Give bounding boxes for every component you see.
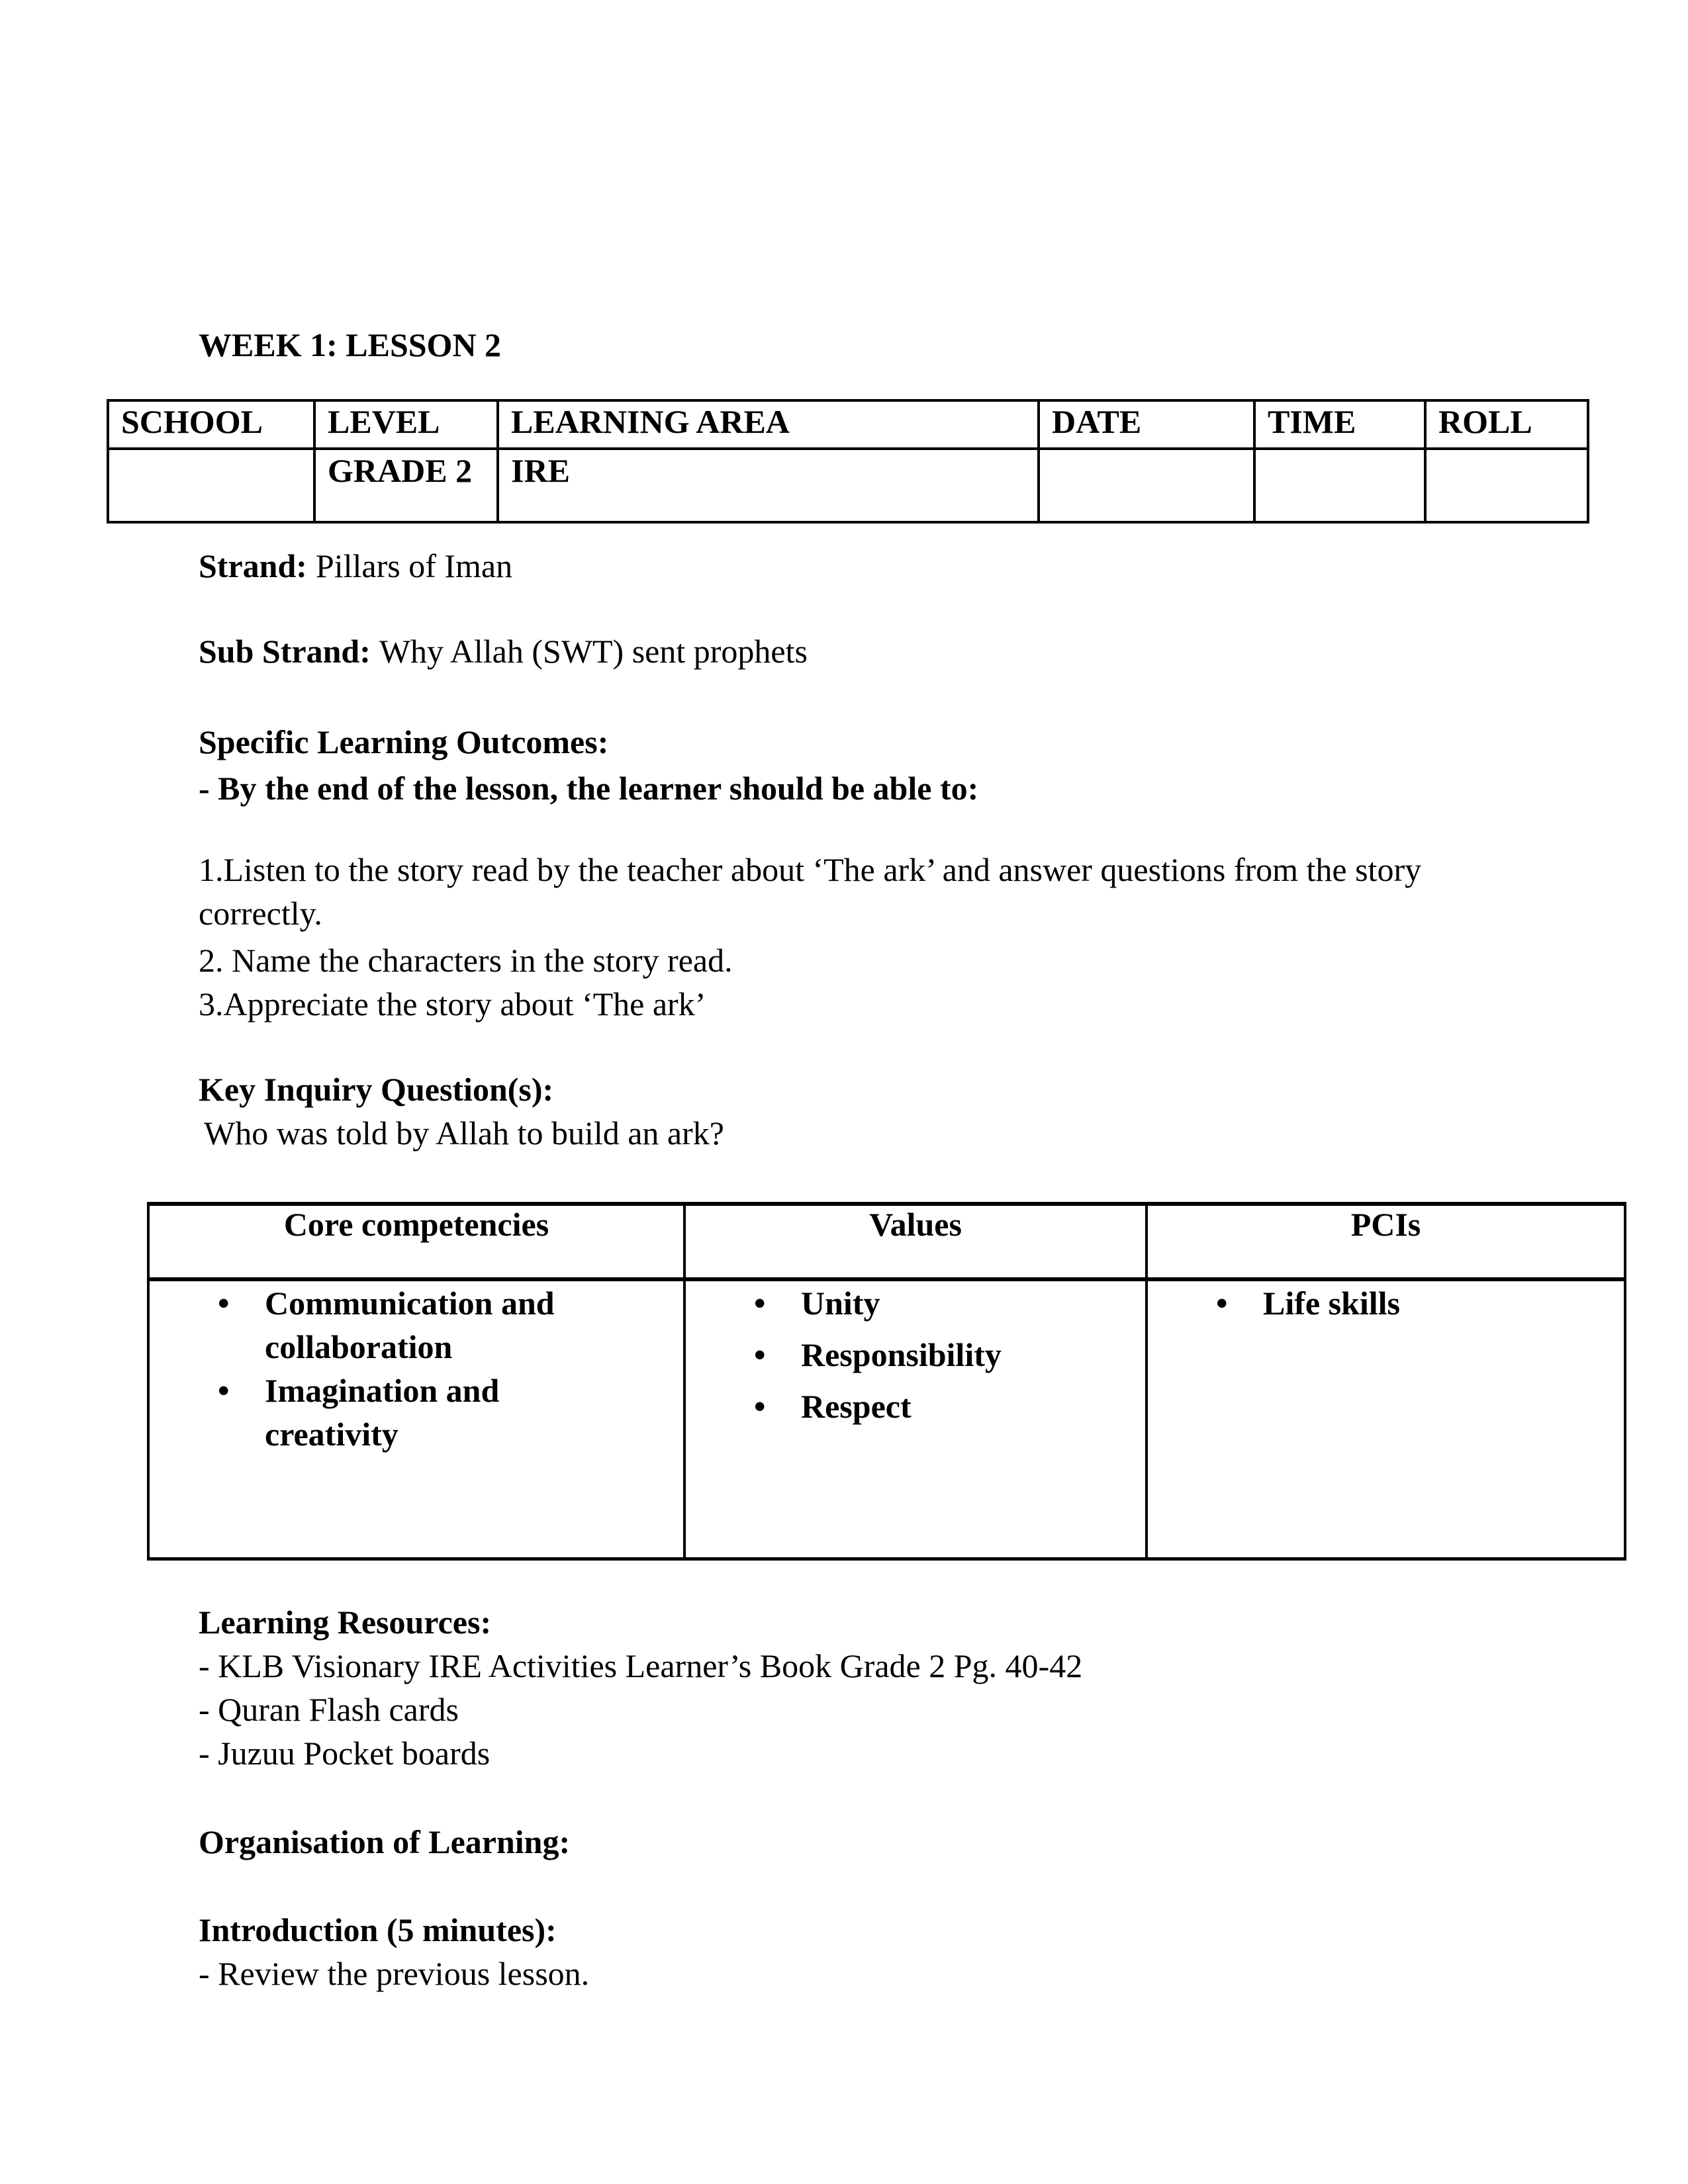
key-inquiry-heading: Key Inquiry Question(s): <box>199 1071 554 1108</box>
bullet-text: Life skills <box>1263 1285 1400 1322</box>
competency-table-header-row <box>148 1204 1625 1279</box>
bullet-text: Communication and collaboration <box>265 1285 555 1365</box>
pcis-list <box>1148 1281 1624 1325</box>
strand-value: Pillars of Iman <box>315 547 513 584</box>
bullet-item <box>150 1281 683 1369</box>
competency-header-values: Values <box>684 1204 1147 1279</box>
bullet-icon: • <box>754 1388 766 1425</box>
outcome-item-1: 1.Listen to the story read by the teacher about ‘The ark’ and answer questions from the story correctly. <box>199 851 1422 932</box>
outcomes-heading: Specific Learning Outcomes: <box>199 723 609 760</box>
bullet-text: Respect <box>801 1388 912 1425</box>
bullet-text: Unity <box>801 1285 880 1322</box>
competency-header-pcis: PCIs <box>1147 1204 1625 1279</box>
info-cell-roll <box>1425 449 1588 522</box>
info-cell-school <box>108 449 314 522</box>
core-competencies-list <box>150 1281 683 1456</box>
resources-heading: Learning Resources: <box>199 1604 492 1641</box>
lesson-info-table <box>107 399 1589 523</box>
sub-strand-line <box>199 629 1688 673</box>
outcome-item-3: 3.Appreciate the story about ‘The ark’ <box>199 985 706 1023</box>
info-header-level: LEVEL <box>314 400 498 449</box>
bullet-item <box>686 1385 1145 1428</box>
introduction-item-1: - Review the previous lesson. <box>199 1955 590 1992</box>
key-inquiry-question: Who was told by Allah to build an ark? <box>204 1115 724 1152</box>
bullet-icon: • <box>754 1285 766 1322</box>
bullet-text: Responsibility <box>801 1336 1002 1373</box>
info-cell-time <box>1254 449 1425 522</box>
resource-item-2: - Quran Flash cards <box>199 1691 459 1728</box>
sub-strand-value: Why Allah (SWT) sent prophets <box>379 633 808 670</box>
bullet-icon: • <box>754 1336 766 1373</box>
info-header-roll: ROLL <box>1425 400 1588 449</box>
info-cell-level: GRADE 2 <box>314 449 498 522</box>
strand-label: Strand: <box>199 547 307 584</box>
bullet-item <box>150 1369 683 1456</box>
info-header-time: TIME <box>1254 400 1425 449</box>
pcis-cell <box>1147 1279 1625 1559</box>
strand-line <box>199 544 1688 588</box>
info-header-school: SCHOOL <box>108 400 314 449</box>
info-cell-date <box>1039 449 1254 522</box>
bullet-item <box>686 1281 1145 1325</box>
resource-item-3: - Juzuu Pocket boards <box>199 1735 491 1772</box>
page-title: WEEK 1: LESSON 2 <box>199 326 502 363</box>
info-table-header-row <box>108 400 1588 449</box>
sub-strand-label: Sub Strand: <box>199 633 371 670</box>
info-header-date: DATE <box>1039 400 1254 449</box>
bullet-text: Imagination and creativity <box>265 1372 500 1453</box>
values-cell <box>684 1279 1147 1559</box>
organisation-heading: Organisation of Learning: <box>199 1823 571 1860</box>
introduction-heading: Introduction (5 minutes): <box>199 1911 557 1948</box>
info-header-learning-area: LEARNING AREA <box>498 400 1039 449</box>
bullet-icon: • <box>218 1372 230 1409</box>
competency-header-core: Core competencies <box>148 1204 684 1279</box>
bullet-item <box>686 1333 1145 1377</box>
info-table-value-row <box>108 449 1588 522</box>
competency-table <box>147 1202 1626 1561</box>
bullet-icon: • <box>1216 1285 1228 1322</box>
outcome-item-2: 2. Name the characters in the story read. <box>199 942 733 979</box>
values-list <box>686 1281 1145 1428</box>
outcomes-intro: - By the end of the lesson, the learner should be able to: <box>199 770 979 807</box>
info-cell-learning-area: IRE <box>498 449 1039 522</box>
competency-table-body-row <box>148 1279 1625 1559</box>
bullet-item <box>1148 1281 1624 1325</box>
bullet-icon: • <box>218 1285 230 1322</box>
core-competencies-cell <box>148 1279 684 1559</box>
resource-item-1: - KLB Visionary IRE Activities Learner’s Book Grade 2 Pg. 40-42 <box>199 1647 1083 1684</box>
